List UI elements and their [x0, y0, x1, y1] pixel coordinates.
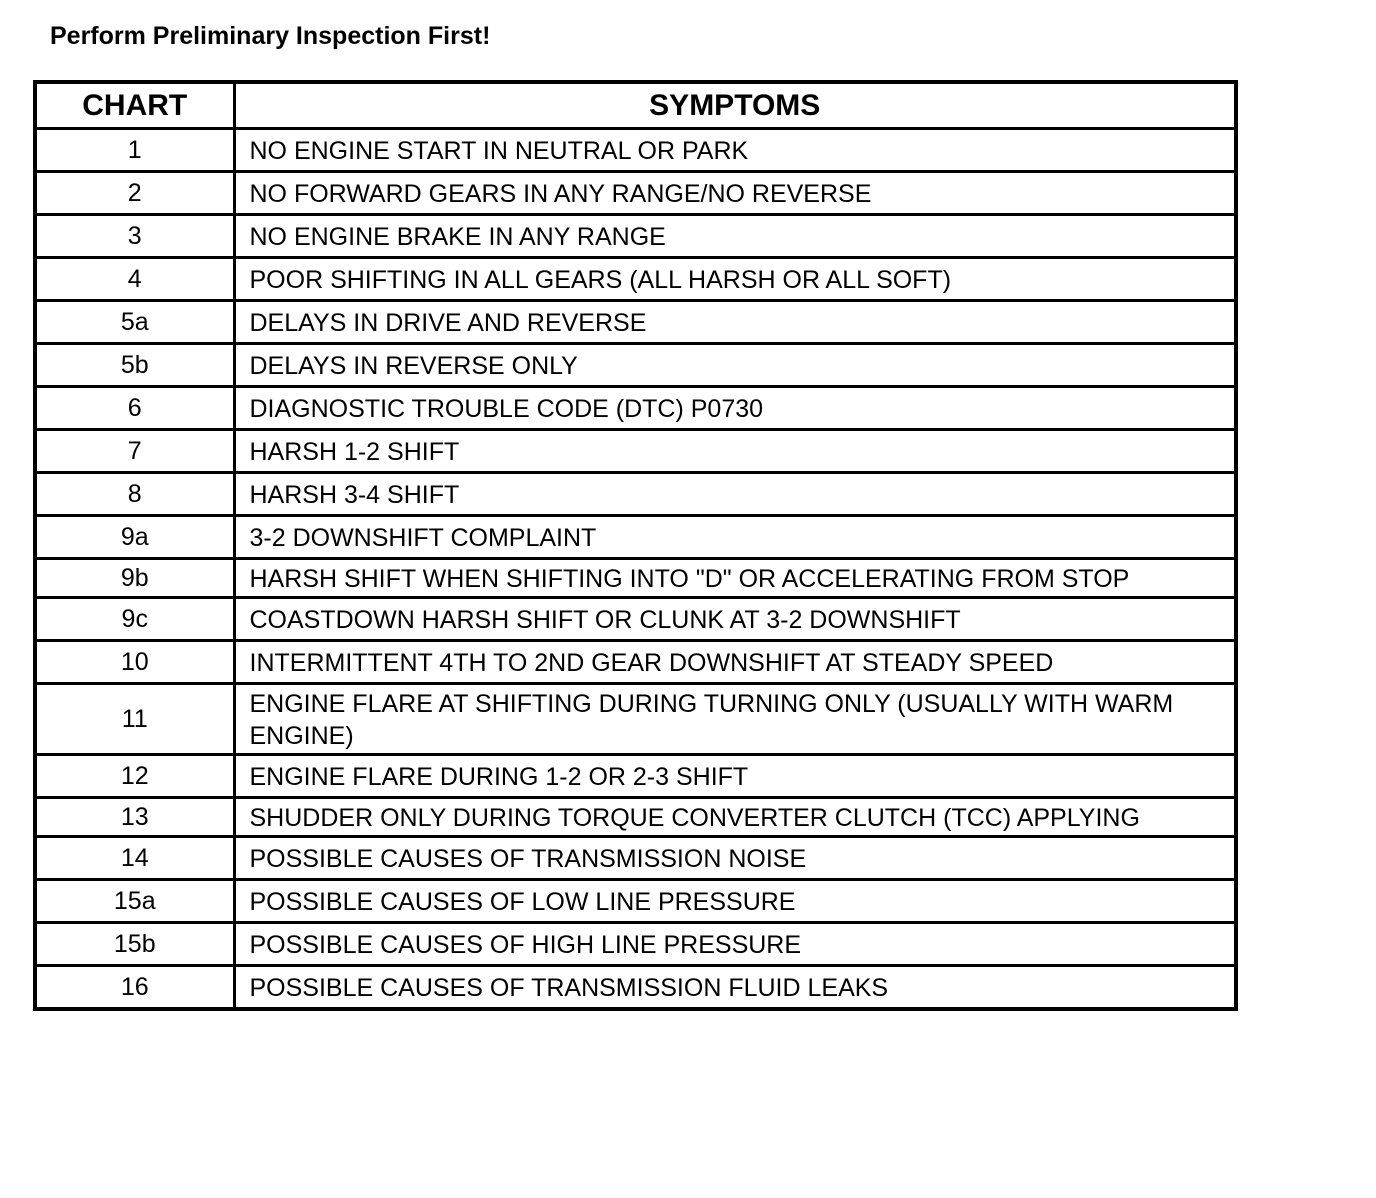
chart-number: 2 — [35, 172, 234, 215]
table-row — [35, 837, 1236, 880]
symptom-text: NO FORWARD GEARS IN ANY RANGE/NO REVERSE — [234, 172, 1236, 215]
symptom-text: DELAYS IN REVERSE ONLY — [234, 344, 1236, 387]
symptom-text: HARSH 1-2 SHIFT — [234, 430, 1236, 473]
table-row — [35, 516, 1236, 559]
chart-number: 11 — [35, 684, 234, 755]
table-row — [35, 387, 1236, 430]
symptom-text: POSSIBLE CAUSES OF HIGH LINE PRESSURE — [234, 923, 1236, 966]
symptom-text: NO ENGINE BRAKE IN ANY RANGE — [234, 215, 1236, 258]
symptom-text: HARSH 3-4 SHIFT — [234, 473, 1236, 516]
table-row — [35, 301, 1236, 344]
table-row — [35, 215, 1236, 258]
table-row — [35, 430, 1236, 473]
chart-number: 1 — [35, 129, 234, 172]
chart-number: 9c — [35, 598, 234, 641]
symptoms-column-header: SYMPTOMS — [234, 82, 1236, 129]
table-row — [35, 923, 1236, 966]
symptom-text: POSSIBLE CAUSES OF TRANSMISSION NOISE — [234, 837, 1236, 880]
table-row — [35, 798, 1236, 837]
chart-number: 12 — [35, 755, 234, 798]
chart-number: 13 — [35, 798, 234, 837]
chart-number: 15b — [35, 923, 234, 966]
chart-number: 9b — [35, 559, 234, 598]
chart-number: 4 — [35, 258, 234, 301]
table-row — [35, 344, 1236, 387]
chart-number: 5a — [35, 301, 234, 344]
table-row — [35, 880, 1236, 923]
chart-number: 15a — [35, 880, 234, 923]
symptom-text: POSSIBLE CAUSES OF TRANSMISSION FLUID LEAKS — [234, 966, 1236, 1010]
symptom-text: 3-2 DOWNSHIFT COMPLAINT — [234, 516, 1236, 559]
table-row — [35, 258, 1236, 301]
chart-number: 9a — [35, 516, 234, 559]
table-row — [35, 684, 1236, 755]
table-row — [35, 598, 1236, 641]
chart-number: 14 — [35, 837, 234, 880]
table-row — [35, 559, 1236, 598]
chart-number: 3 — [35, 215, 234, 258]
symptom-text: DELAYS IN DRIVE AND REVERSE — [234, 301, 1236, 344]
symptom-text: INTERMITTENT 4TH TO 2ND GEAR DOWNSHIFT AT STEADY SPEED — [234, 641, 1236, 684]
symptom-text: POOR SHIFTING IN ALL GEARS (ALL HARSH OR ALL SOFT) — [234, 258, 1236, 301]
symptom-text: NO ENGINE START IN NEUTRAL OR PARK — [234, 129, 1236, 172]
symptom-text: COASTDOWN HARSH SHIFT OR CLUNK AT 3-2 DOWNSHIFT — [234, 598, 1236, 641]
table-row — [35, 473, 1236, 516]
symptom-text: ENGINE FLARE DURING 1-2 OR 2-3 SHIFT — [234, 755, 1236, 798]
symptom-chart-table — [33, 80, 1238, 1011]
symptom-text: SHUDDER ONLY DURING TORQUE CONVERTER CLUTCH (TCC) APPLYING — [234, 798, 1236, 837]
table-row — [35, 755, 1236, 798]
chart-number: 8 — [35, 473, 234, 516]
chart-number: 5b — [35, 344, 234, 387]
chart-number: 10 — [35, 641, 234, 684]
chart-column-header: CHART — [35, 82, 234, 129]
symptom-text: DIAGNOSTIC TROUBLE CODE (DTC) P0730 — [234, 387, 1236, 430]
table-row — [35, 641, 1236, 684]
page-heading: Perform Preliminary Inspection First! — [50, 22, 491, 50]
symptom-text: HARSH SHIFT WHEN SHIFTING INTO "D" OR ACCELERATING FROM STOP — [234, 559, 1236, 598]
table-header-row — [35, 82, 1236, 129]
table-row — [35, 966, 1236, 1010]
table-row — [35, 129, 1236, 172]
table-row — [35, 172, 1236, 215]
chart-number: 16 — [35, 966, 234, 1010]
symptom-text: ENGINE FLARE AT SHIFTING DURING TURNING ONLY (USUALLY WITH WARM ENGINE) — [234, 684, 1236, 755]
symptom-text: POSSIBLE CAUSES OF LOW LINE PRESSURE — [234, 880, 1236, 923]
chart-number: 7 — [35, 430, 234, 473]
chart-number: 6 — [35, 387, 234, 430]
